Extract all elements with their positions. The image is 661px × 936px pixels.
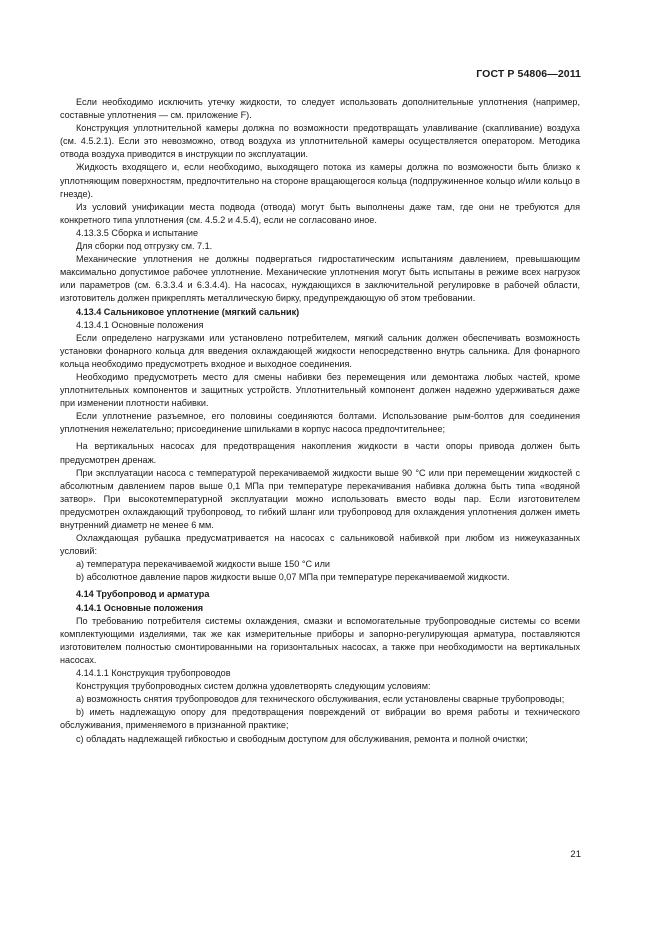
subsection-heading: 4.13.3.5 Сборка и испытание (76, 227, 199, 238)
document-id: ГОСТ Р 54806—2011 (476, 68, 581, 80)
paragraph: Охлаждающая рубашка предусматривается на насосах с сальниковой набивкой при любом из нижеуказанных условий: (60, 533, 580, 557)
paragraph: Механические уплотнения не должны подвергаться гидростатическим испытаниям давлением, превышающим максимально допустимое рабочее уплотнение. Механические уплотнения могут быть испытаны в режиме всех нагрузок или параметров (см. 6.3.3.4 и 6.3.4.4). На насосах, нуждающихся в заключительной регулировке в рабочей области, изготовитель должен прикреплять металлическую бирку, предупреждающую об этом требовании. (60, 254, 580, 304)
paragraph: По требованию потребителя системы охлаждения, смазки и вспомогательные трубопроводные системы со всеми комплектующими изделиями, так же как измерительные приборы и запорно-регулирующая арматура, поставляются изготовителем полностью смонтированными на горизонтальных насосах, а также при необходимости на вертикальных насосах. (60, 615, 580, 665)
section-heading: 4.14 Трубопровод и арматура (76, 589, 210, 600)
paragraph: Если необходимо исключить утечку жидкости, то следует использовать дополнительные уплотнения (например, составные уплотнения — см. приложение F). (60, 97, 580, 121)
list-item: b) иметь надлежащую опору для предотвращения повреждений от вибрации во время работы и технического обслуживания, применяемого в признанной практике; (60, 707, 580, 731)
paragraph: При эксплуатации насоса с температурой перекачиваемой жидкости выше 90 °С или при перемещении жидкостей с абсолютным давлением паров выше 0,1 МПа при температуре перекачивания набивка должна быть типа «водяной затвор». При высокотемпературной эксплуатации можно использовать вместо воды пар. Если изготовителем предусмотрен охлаждающий трубопровод, то гибкий шланг или трубопровод для охлаждения уплотнения должен иметь внутренний диаметр не менее 6 мм. (60, 467, 580, 530)
page-body (60, 96, 580, 746)
section-heading: 4.14.1 Основные положения (76, 602, 204, 613)
paragraph: Жидкость входящего и, если необходимо, выходящего потока из камеры должна по возможности быть близко к уплотняющим поверхностям, предпочтительно на стороне вращающегося кольца (подпружиненное кольцо и/или кольцо в гнезде). (60, 162, 580, 199)
paragraph: Если определено нагрузками или установлено потребителем, мягкий сальник должен обеспечивать возможность установки фонарного кольца для введения охлаждающей жидкости непосредственно внутрь сальника. Для фонарного кольца необходимо предусмотреть входное и выходное соединения. (60, 332, 580, 369)
paragraph: Из условий унификации места подвода (отвода) могут быть выполнены даже там, где они не требуются для конкретного типа уплотнения (см. 4.5.2 и 4.5.4), если не согласовано иное. (60, 201, 580, 225)
list-item: a) возможность снятия трубопроводов для технического обслуживания, если установлены сварные трубопроводы; (76, 694, 565, 705)
paragraph: Если уплотнение разъемное, его половины соединяются болтами. Использование рым-болтов для соединения уплотнения нежелательно; присоединение шпильками в корпус насоса предпочтительнее; (60, 411, 580, 435)
paragraph: Необходимо предусмотреть место для смены набивки без перемещения или демонтажа любых частей, кроме уплотнительных компонентов и защитных устройств. Уплотнительный компонент должен надежно удерживаться даже при изменении плотности набивки. (60, 371, 580, 409)
list-item: a) температура перекачиваемой жидкости выше 150 °С или (76, 559, 331, 570)
paragraph: Конструкция трубопроводных систем должна удовлетворять следующим условиям: (76, 681, 431, 692)
paragraph: Конструкция уплотнительной камеры должна по возможности предотвращать улавливание (скапливание) воздуха (см. 4.5.2.1). Если это невозможно, отвод воздуха из уплотнительной камеры осуществляется оператором. Методика отвода воздуха приводится в инструкции по эксплуатации. (60, 123, 580, 160)
page-number: 21 (570, 849, 581, 860)
subsection-heading: 4.13.4.1 Основные положения (76, 319, 204, 330)
subsection-heading: 4.14.1.1 Конструкция трубопроводов (76, 668, 231, 679)
section-heading: 4.13.4 Сальниковое уплотнение (мягкий сальник) (76, 306, 300, 317)
paragraph: На вертикальных насосах для предотвращения накопления жидкости в части опоры привода должен быть предусмотрен дренаж. (60, 441, 580, 465)
list-item: c) обладать надлежащей гибкостью и свободным доступом для обслуживания, ремонта и полной очистки; (76, 733, 528, 744)
paragraph: Для сборки под отгрузку см. 7.1. (76, 241, 213, 252)
list-item: b) абсолютное давление паров жидкости выше 0,07 МПа при температуре перекачиваемой жидкости. (76, 572, 510, 583)
